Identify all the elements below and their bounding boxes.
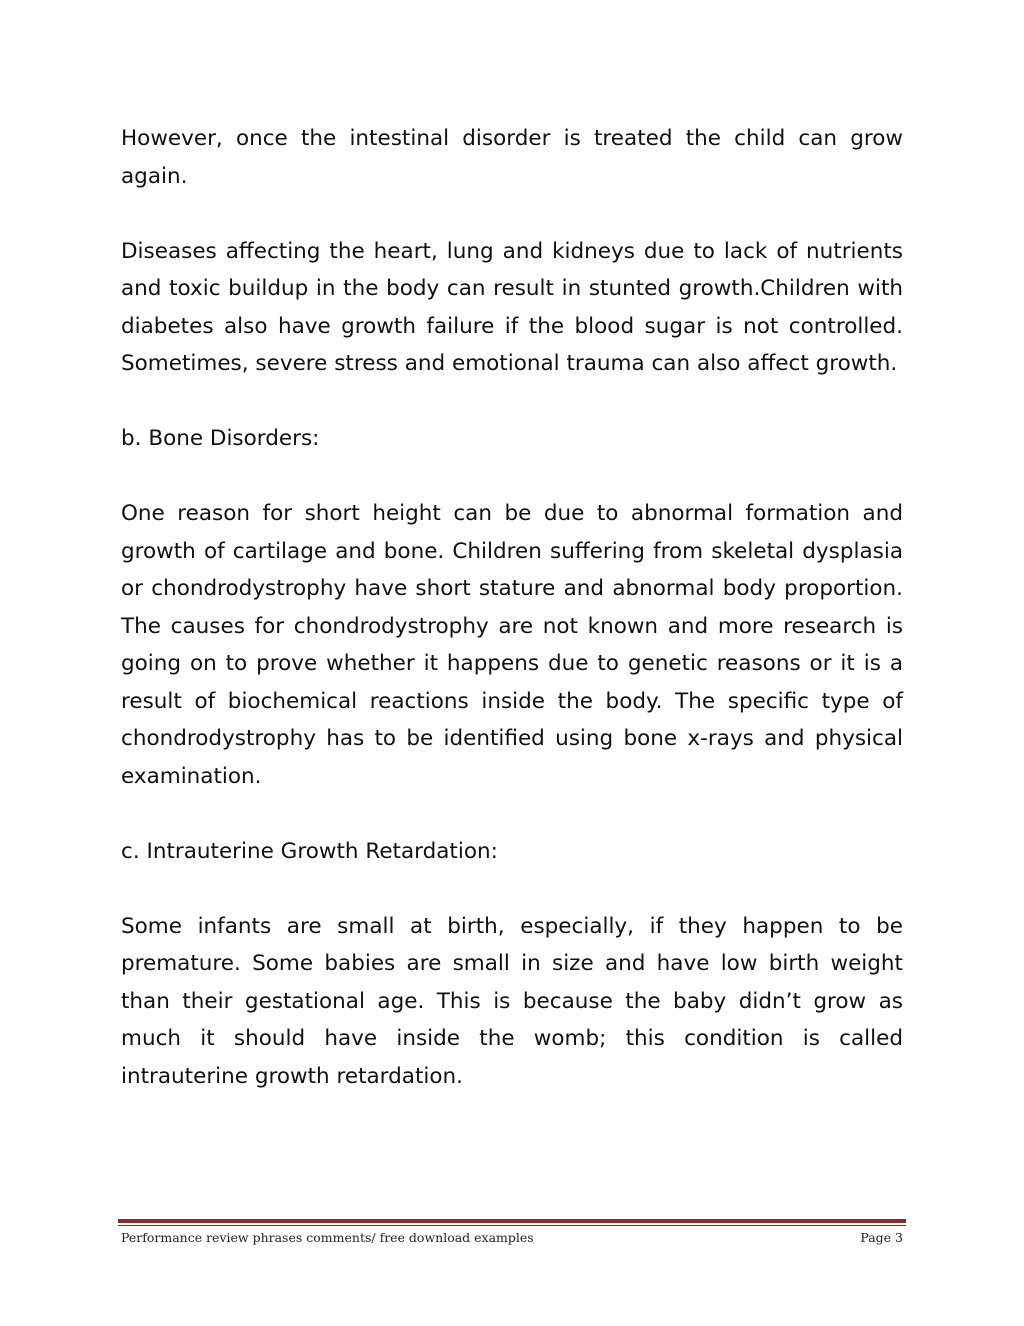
paragraph-intrauterine-growth: Some infants are small at birth, especially, if they happen to be premature. Some babies are small in size and have low birth weight than their gestational age. This is because the baby didn’t grow as much it should have inside the womb; this condition is called intrauterine growth retardation. [121,913,903,1089]
heading-bone-disorders: b. Bone Disorders: [121,426,320,451]
paragraph-bone-disorders: One reason for short height can be due to abnormal formation and growth of cartilage and bone. Children suffering from skeletal dysplasia or chondrodystrophy have short stature and abnormal body proportion. The causes for chondrodystrophy are not known and more research is going on to prove whether it happens due to genetic reasons or it is a result of biochemical reactions inside the body. The specific type of chondrodystrophy has to be identified using bone x-rays and physical examination. [121,501,903,789]
paragraph-intestinal-recovery: However, once the intestinal disorder is treated the child can grow again. [121,126,903,189]
footer-title: Performance review phrases comments/ free download examples [121,1230,534,1245]
page-number: Page 3 [860,1230,903,1245]
paragraph-diseases: Diseases affecting the heart, lung and kidneys due to lack of nutrients and toxic buildup in the body can result in stunted growth.Children with diabetes also have growth failure if the blood sugar is not controlled. Sometimes, severe stress and emotional trauma can also affect growth. [121,238,903,376]
footer-divider [118,1219,906,1226]
body-text [121,120,903,1133]
heading-intrauterine-growth: c. Intrauterine Growth Retardation: [121,838,498,864]
